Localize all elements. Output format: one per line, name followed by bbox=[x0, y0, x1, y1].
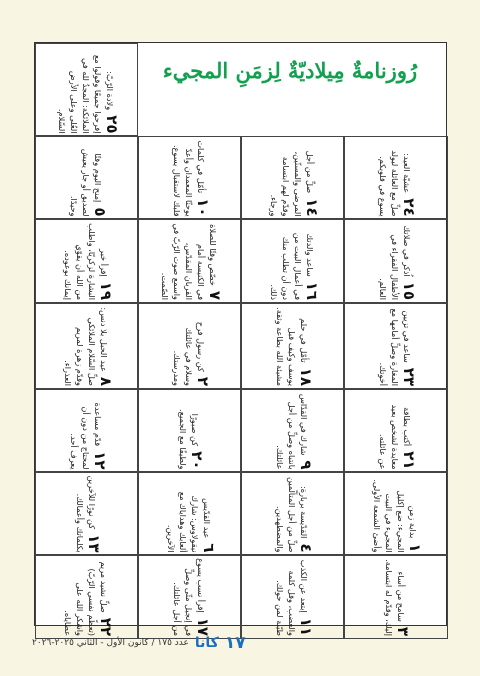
day-text: تأمّل في كلمات يوحنّا المعمدان وأعدّ قلبك لاستقبال يسوع. bbox=[171, 139, 206, 216]
calendar-day-content bbox=[274, 475, 315, 552]
calendar-board bbox=[34, 42, 447, 636]
day-number: ٢٢ bbox=[96, 617, 115, 636]
day-number: ١ bbox=[406, 542, 424, 552]
calendar-day bbox=[241, 303, 344, 389]
calendar-day-content bbox=[171, 558, 212, 636]
calendar-day bbox=[241, 136, 344, 219]
day-text: ولادة الرّبّ: إفرحوا جميعًا وقولوا مع الملائكة: المجدُ لله في العُلى وعلى الأرض السّلام. bbox=[56, 54, 115, 133]
day-number: ٢١ bbox=[400, 450, 418, 469]
day-number: ٢٣ bbox=[400, 367, 418, 386]
day-number: ٢٤ bbox=[400, 197, 418, 216]
day-number: ١١ bbox=[296, 617, 315, 636]
day-text: بداية زمن المجيء: ضع إكليل المجيء في البيت وأضئ الشمعة الأولى. bbox=[372, 478, 418, 552]
day-text: كن صبورًا ولطيفًا مع الجميع. bbox=[177, 408, 200, 469]
calendar-day bbox=[344, 303, 448, 389]
day-text: إقرأ خبر البشارة لزكريّا، واطلب من الله أن يقوّي إيمانك بوعوده. bbox=[62, 223, 109, 300]
day-number: ١٧ bbox=[193, 617, 212, 636]
calendar-day-content bbox=[56, 46, 121, 133]
day-number: ٣ bbox=[394, 626, 412, 636]
day-number: ٢ bbox=[193, 376, 212, 386]
calendar-day-content bbox=[274, 306, 315, 386]
day-text: عشيّة العيد: صلِّ مع العائلة ليولد يسوع في قلوبكم. bbox=[378, 149, 412, 216]
calendar-day-content bbox=[159, 222, 224, 300]
day-number: ١٣ bbox=[84, 533, 103, 552]
calendar-day bbox=[35, 43, 138, 136]
calendar-day bbox=[241, 555, 344, 639]
calendar-day bbox=[35, 303, 138, 389]
calendar-day-content bbox=[68, 139, 109, 216]
day-number: ٦ bbox=[199, 542, 218, 552]
day-number: ٨ bbox=[96, 376, 115, 386]
day-text: كن نورًا للآخرين بكلماتك وأعمالك. bbox=[74, 475, 97, 552]
calendar-day-content bbox=[274, 392, 315, 469]
calendar-day-content bbox=[383, 558, 412, 636]
calendar-day-content bbox=[377, 306, 418, 386]
issue-info: عدد ١٧٥ / كانون الأول - الثاني ٢٠٢٥-٢٠٢٦ bbox=[32, 638, 189, 648]
calendar-day bbox=[35, 219, 138, 303]
day-text: كن رسول فرح وسلام في عائلتك ومدرستك. bbox=[171, 321, 206, 386]
calendar-day bbox=[344, 389, 448, 472]
calendar-day-content bbox=[74, 475, 103, 552]
day-text: اُذكر في صلاتك الأطفال الفقراء في العالم. bbox=[378, 225, 412, 300]
calendar-day-content bbox=[377, 392, 418, 469]
day-text: إقرأ نسب يسوع في إنجيل متّى وصلِّ من أجل عائلتك. bbox=[171, 558, 206, 636]
day-number: ٢٥ bbox=[102, 114, 121, 133]
calendar-day bbox=[241, 219, 344, 303]
calendar-day bbox=[35, 472, 138, 555]
calendar-day bbox=[138, 136, 241, 219]
calendar-day-content bbox=[274, 558, 315, 636]
calendar-day bbox=[138, 389, 241, 472]
calendar-day bbox=[344, 219, 448, 303]
calendar-day bbox=[344, 472, 448, 555]
day-number: ٤ bbox=[296, 542, 315, 552]
day-text: القدّيسة بربارة: صلِّ من أجل المتألّمين والمضطهدين. bbox=[274, 476, 309, 552]
day-number: ١٥ bbox=[400, 281, 418, 300]
calendar-day-content bbox=[68, 392, 109, 469]
day-number: ١٠ bbox=[193, 197, 212, 216]
calendar-day bbox=[138, 555, 241, 639]
calendar-day bbox=[138, 303, 241, 389]
calendar-day-content bbox=[377, 222, 418, 300]
day-text: سامح من أساء إليك، وقدّم له ابتسامة. bbox=[384, 559, 406, 636]
calendar-day bbox=[35, 389, 138, 472]
calendar-day-content bbox=[62, 306, 115, 386]
day-text: أكتب بطاقة معايدة لشخص بعيد عن عائلته. bbox=[378, 403, 412, 469]
day-number: ٢٠ bbox=[187, 450, 206, 469]
day-number: ٩ bbox=[296, 459, 315, 469]
calendar-day-content bbox=[62, 222, 115, 300]
day-text: ساعد في تزيين المغارة وصلِّ أمامها مع أخوتك. bbox=[378, 308, 412, 386]
calendar-day-content bbox=[377, 139, 418, 216]
calendar-day bbox=[138, 472, 241, 555]
page-number: ١٧ bbox=[224, 633, 246, 653]
day-text: صلِّ من أجل المرضى والمسنّين، وقدّم لهم ابتسامة ورجاء. bbox=[268, 150, 315, 216]
day-text: إبتعد عن الكذب والغضب، وقل كلمة طيّبة لمن حولك. bbox=[274, 559, 309, 636]
day-number: ١٤ bbox=[302, 197, 321, 216]
calendar-day bbox=[35, 136, 138, 219]
day-text: خصّص وقتًا للصلاة في الكنيسة أمام القربان المقدّس، واسمع صوت الرّبّ في الصّمت. bbox=[159, 223, 218, 300]
day-number: ١٢ bbox=[90, 450, 109, 469]
day-text: قدّم مساعدة لمحتاج من دون أن يعرف أحد. bbox=[68, 402, 103, 469]
day-text: تأمّل في حلم يوسف وكيف قبل مشيئة الله بطاعة وثقة. bbox=[274, 307, 309, 386]
calendar-day-content bbox=[371, 475, 424, 552]
day-text: صلِّ نشيد مريم (تعظّم نفسي الرّبّ) واشكر الله على عطاياه. bbox=[62, 561, 109, 636]
day-text: إمنح اليوم وقتًا لصديق أو جار يعيش وحيدًا. bbox=[68, 148, 103, 216]
day-number: ٧ bbox=[205, 290, 224, 300]
calendar-day bbox=[241, 389, 344, 472]
calendar-day bbox=[344, 555, 448, 639]
calendar-day bbox=[241, 472, 344, 555]
day-number: ٥ bbox=[90, 206, 109, 216]
day-text: ساعد والدتك في أعمال البيت من دون أن تطلب منك ذلك. bbox=[268, 232, 315, 300]
day-number: ١٨ bbox=[296, 367, 315, 386]
calendar-day-content bbox=[62, 558, 115, 636]
calendar-day-content bbox=[165, 475, 218, 552]
day-number: ١٩ bbox=[96, 281, 115, 300]
day-text: شارك في القدّاس بانتباه وصلِّ من أجل عائلتك. bbox=[274, 393, 309, 469]
calendar-day-content bbox=[177, 392, 206, 469]
page-title: رُوزنامةٌ مِيلاديّةٌ لِزمَنِ المجيء bbox=[162, 58, 418, 83]
calendar-day-content bbox=[268, 222, 321, 300]
magazine-logo: كانا bbox=[194, 635, 219, 651]
calendar-day-content bbox=[268, 139, 321, 216]
day-number: ١٦ bbox=[302, 281, 321, 300]
day-text: عيد الحبل بلا دنس: صلِّ السّلام الملائكي وقدّم زهرة لمريم العذراء. bbox=[62, 307, 109, 386]
calendar-day-content bbox=[171, 139, 212, 216]
calendar-day-content bbox=[171, 306, 212, 386]
day-text: عيد القدّيس نيقولاوس: شارك ألعابك وهداياك مع الآخرين. bbox=[165, 491, 212, 552]
calendar-day bbox=[344, 136, 448, 219]
calendar-day bbox=[35, 555, 138, 639]
page-footer bbox=[32, 633, 246, 653]
calendar-day bbox=[138, 219, 241, 303]
